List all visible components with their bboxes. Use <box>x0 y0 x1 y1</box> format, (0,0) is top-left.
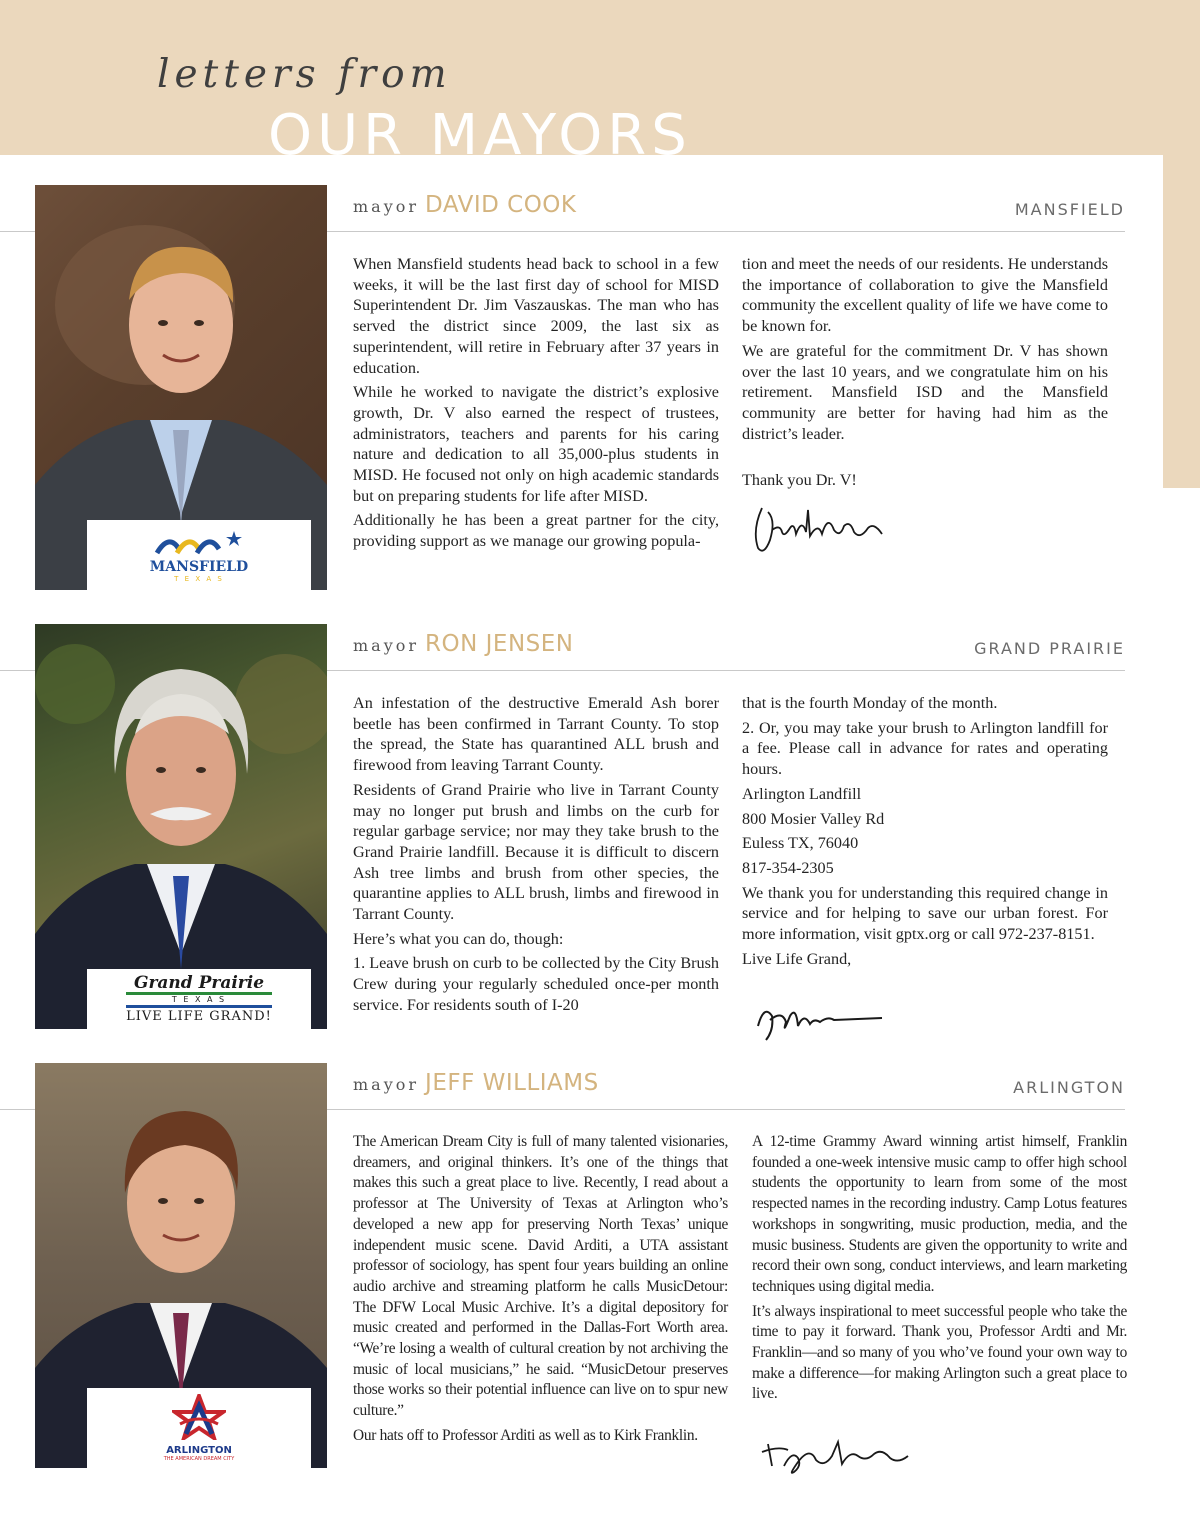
logo-grand-prairie <box>87 969 311 1029</box>
mayor-heading <box>353 192 577 218</box>
letter-paragraph: tion and meet the needs of our residents. He understands the importance of collaboration to give the Mansfield community the excellent quality of life we have come to be known for. <box>742 255 1108 336</box>
mayor-prefix: mayor <box>353 1075 420 1094</box>
letter-closing: Thank you Dr. V! <box>742 471 857 490</box>
letter-paragraph: 2. Or, you may take your brush to Arlington landfill for a fee. Please call in advance for rates and operating hours. <box>742 718 1108 779</box>
mansfield-logo-text: MANSFIELD <box>149 559 249 575</box>
signature-williams <box>758 1432 918 1480</box>
letter-paragraph: Residents of Grand Prairie who live in Tarrant County may no longer put brush and limbs on the curb for regular garbage service; nor may they take brush to the Grand Prairie landfill. Because it is difficult to discern Ash tree limbs and brush from other species, the quarantine applies to ALL brush, limbs and firewood in Tarrant County. <box>353 780 719 924</box>
mayor-heading <box>353 1070 599 1096</box>
letter-column-2 <box>742 693 1108 973</box>
mayor-photo-cook <box>35 185 327 590</box>
mayor-name: DAVID COOK <box>425 192 577 218</box>
address-line: 800 Mosier Valley Rd <box>742 809 885 828</box>
mayor-prefix: mayor <box>353 197 420 216</box>
gp-logo-text: Grand Prairie <box>133 972 265 993</box>
signature-cook <box>748 500 893 560</box>
letter-paragraph: 1. Leave brush on curb to be collected by the City Brush Crew during your regularly scheduled once-per month service. For residents south of I-20 <box>353 954 719 1014</box>
arlington-logo-text: ARLINGTON <box>166 1444 232 1456</box>
logo-mansfield <box>87 520 311 590</box>
letter-column-1 <box>353 1132 728 1451</box>
letter-paragraph: While he worked to navigate the district’s explosive growth, Dr. V also earned the respect of trustees, administrators, teachers and parents for his caring nature and dedication to all 35,000-plus students in MISD. He focused not only on high academic standards but on preparing students for life after MISD. <box>353 383 719 505</box>
arlington-star-icon <box>172 1394 226 1440</box>
header-big-title: OUR MAYORS <box>268 103 692 155</box>
address-line: Arlington Landfill <box>742 784 862 803</box>
letter-paragraph: Additionally he has been a great partner for the city, providing support as we manage our growing popula- <box>353 511 719 551</box>
phone-line: 817-354-2305 <box>742 858 834 877</box>
letter-paragraph: When Mansfield students head back to school in a few weeks, it will be the last first day of school for MISD Superintendent Dr. Jim Vaszauskas. The man who has served the district since 2009, the last six as superintendent, will retire in February after 37 years in education. <box>353 255 719 377</box>
mayor-city: GRAND PRAIRIE <box>974 639 1125 658</box>
mayor-prefix: mayor <box>353 636 420 655</box>
divider-line <box>327 670 1125 671</box>
mayor-photo-jensen <box>35 624 327 1029</box>
signature-jensen <box>752 996 892 1046</box>
mayor-city: ARLINGTON <box>1013 1078 1125 1097</box>
letter-column-1 <box>353 254 719 556</box>
mansfield-logo-subtext: T E X A S <box>174 575 224 583</box>
mayor-name: RON JENSEN <box>425 631 574 657</box>
letter-column-1 <box>353 693 719 1020</box>
gp-logo-subtext: T E X A S <box>126 992 272 1008</box>
letter-paragraph: We thank you for understanding this required change in service and for helping to save our urban forest. For more information, visit gptx.org or call 972-237-8151. <box>742 883 1108 944</box>
header-script-title: letters from <box>157 52 452 97</box>
letter-paragraph: that is the fourth Monday of the month. <box>742 694 998 712</box>
header-band-side <box>1163 155 1200 488</box>
letter-paragraph: The American Dream City is full of many talented visionaries, dreamers, and original thinkers. It’s one of the things that makes this such a great place to live. Recently, I read about a professor at The University of Texas at Arlington who’s developed a new app for preserving North Texas’ unique independent music scene. David Arditi, a UTA assistant professor of sociology, has spent four years building an online audio archive and streaming platform he calls MusicDetour: The DFW Local Music Archive. It’s a digital depository for music created and performed in the Dallas-Fort Worth area. “We’re losing a wealth of cultural creation by not archiving the music of local musicians,” he said. “MusicDetour preserves those works so their potential influence can live on to spur new culture.” <box>353 1133 728 1420</box>
divider-line <box>0 670 35 671</box>
letter-column-2 <box>752 1132 1127 1409</box>
letter-paragraph: It’s always inspirational to meet successful people who take the time to pay it forward. Thank you, Professor Ardti and Mr. Franklin—and so many of you who’ve found your own way to make a difference—for making Arlington such a great place to live. <box>752 1302 1127 1403</box>
mayor-heading <box>353 631 574 657</box>
letter-paragraph: Here’s what you can do, though: <box>353 929 564 948</box>
arlington-logo-subtext: THE AMERICAN DREAM CITY <box>163 1455 235 1462</box>
divider-line <box>0 231 35 232</box>
letter-closing: Live Life Grand, <box>742 949 852 968</box>
logo-arlington <box>87 1388 311 1468</box>
gp-logo-tagline: LIVE LIFE GRAND! <box>126 1008 272 1024</box>
letter-paragraph: A 12-time Grammy Award winning artist himself, Franklin founded a one-week intensive music camp to offer high school students the opportunity to learn from some of the most respected names in the recording industry. Camp Lotus features workshops in songwriting, music production, media, and the music business. Students are given the opportunity to write and record their own song, conduct interviews, and learn marketing techniques using digital media. <box>752 1133 1127 1295</box>
divider-line <box>327 231 1125 232</box>
letter-column-2 <box>742 254 1108 495</box>
mayor-name: JEFF WILLIAMS <box>425 1070 599 1096</box>
divider-line <box>327 1109 1125 1110</box>
mansfield-logo-icon <box>149 527 249 555</box>
address-line: Euless TX, 76040 <box>742 834 859 853</box>
letter-paragraph: Our hats off to Professor Arditi as well as to Kirk Franklin. <box>353 1426 698 1444</box>
letter-paragraph: An infestation of the destructive Emerald Ash borer beetle has been confirmed in Tarrant County. To stop the spread, the State has quarantined ALL brush and firewood from leaving Tarrant County. <box>353 694 719 775</box>
mayor-photo-williams <box>35 1063 327 1468</box>
mayor-city: MANSFIELD <box>1014 200 1125 219</box>
divider-line <box>0 1109 35 1110</box>
letter-paragraph: We are grateful for the commitment Dr. V has shown over the last 10 years, and we congratulate him on his retirement. Mansfield ISD and the Mansfield community are better for having had him as the district’s leader. <box>742 341 1108 443</box>
